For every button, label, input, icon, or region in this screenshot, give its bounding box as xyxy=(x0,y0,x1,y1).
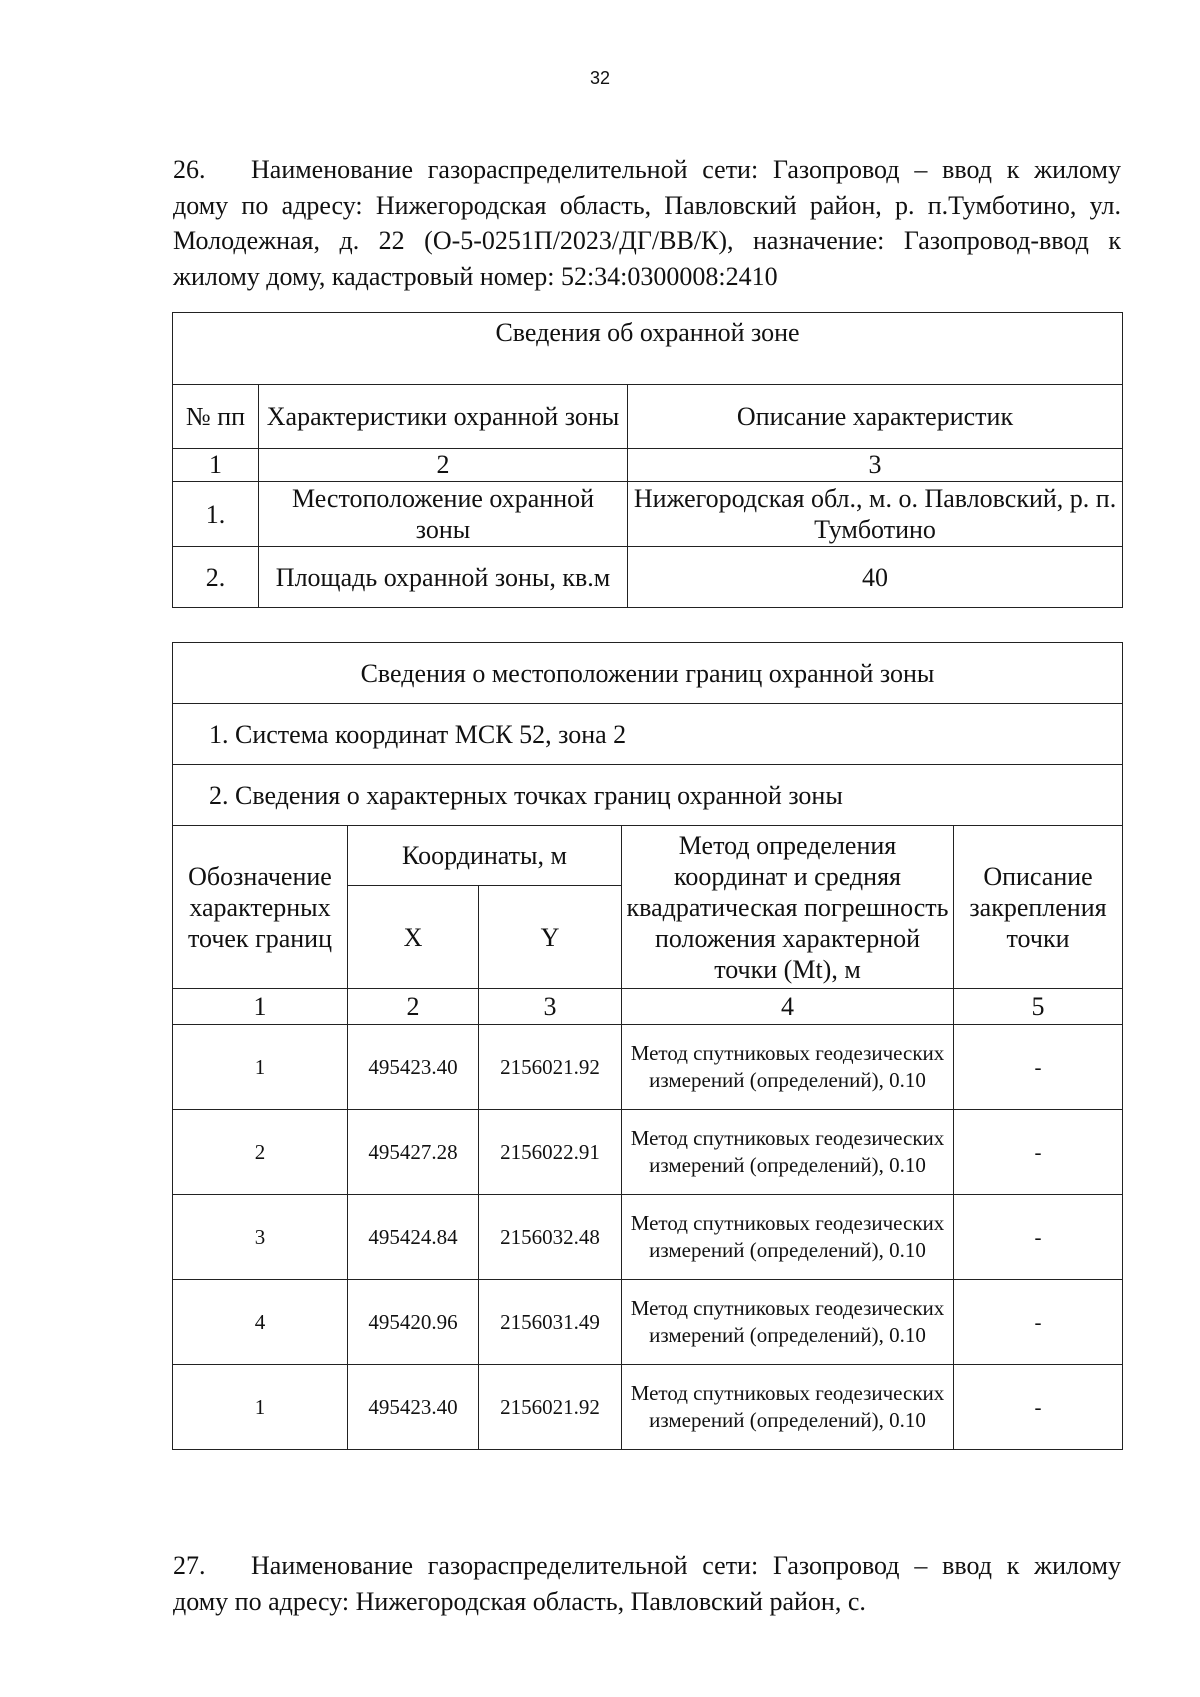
boundaries-table-title: Сведения о местоположении границ охранной зоны xyxy=(173,643,1123,704)
bounds-index-cell: 5 xyxy=(954,989,1123,1025)
point-method: Метод спутниковых геодезических измерений (определений), 0.10 xyxy=(622,1110,954,1195)
point-label: 2 xyxy=(173,1110,348,1195)
point-x: 495424.84 xyxy=(348,1195,479,1280)
point-fixing: - xyxy=(954,1110,1123,1195)
zone-row-characteristic: Площадь охранной зоны, кв.м xyxy=(259,547,628,608)
zone-header-description: Описание характеристик xyxy=(628,385,1123,449)
point-fixing: - xyxy=(954,1365,1123,1450)
point-x: 495423.40 xyxy=(348,1365,479,1450)
table-row xyxy=(173,1280,1123,1365)
point-y: 2156032.48 xyxy=(479,1195,622,1280)
item-26-paragraph xyxy=(173,152,1121,294)
zone-row-number: 1. xyxy=(173,482,259,547)
zone-index-cell: 1 xyxy=(173,449,259,482)
zone-boundaries-table xyxy=(172,642,1123,1450)
zone-table-caption: Сведения об охранной зоне xyxy=(173,313,1123,385)
bounds-index-cell: 2 xyxy=(348,989,479,1025)
item-27-text: Наименование газораспределительной сети: Газопровод – ввод к жилому дому по адресу: Нижегородская область, Павловский район, с. xyxy=(173,1551,1121,1616)
table-row xyxy=(173,1110,1123,1195)
zone-header-characteristics: Характеристики охранной зоны xyxy=(259,385,628,449)
point-x: 495427.28 xyxy=(348,1110,479,1195)
zone-row-characteristic: Местоположение охранной зоны xyxy=(259,482,628,547)
point-fixing: - xyxy=(954,1195,1123,1280)
header-y: Y xyxy=(479,886,622,989)
zone-row-value: 40 xyxy=(628,547,1123,608)
point-y: 2156022.91 xyxy=(479,1110,622,1195)
table-row xyxy=(173,482,1123,547)
protection-zone-table xyxy=(172,312,1123,608)
point-y: 2156021.92 xyxy=(479,1025,622,1110)
zone-row-number: 2. xyxy=(173,547,259,608)
bounds-index-cell: 1 xyxy=(173,989,348,1025)
point-x: 495420.96 xyxy=(348,1280,479,1365)
zone-index-cell: 3 xyxy=(628,449,1123,482)
zone-header-number: № пп xyxy=(173,385,259,449)
coordinate-system: 1. Система координат МСК 52, зона 2 xyxy=(173,704,1123,765)
header-coordinates: Координаты, м xyxy=(348,826,622,886)
table-row xyxy=(173,547,1123,608)
table-row xyxy=(173,1195,1123,1280)
item-26-text: Наименование газораспределительной сети: Газопровод – ввод к жилому дому по адресу: Нижегородская область, Павловский район, р. п.Тумботино, ул. Молодежная, д. 22 (О-5-0251П/2023/ДГ/ВВ/К), назначение: Газопровод-ввод к жилому дому, кадастровый номер: 52:34:0300008:2410 xyxy=(173,155,1121,291)
point-y: 2156031.49 xyxy=(479,1280,622,1365)
header-method: Метод определения координат и средняя квадратическая погрешность положения характерной точки (Mt), м xyxy=(622,826,954,989)
item-27-number: 27. xyxy=(173,1551,206,1580)
point-fixing: - xyxy=(954,1280,1123,1365)
point-label: 1 xyxy=(173,1025,348,1110)
item-26-number: 26. xyxy=(173,155,206,184)
point-method: Метод спутниковых геодезических измерений (определений), 0.10 xyxy=(622,1365,954,1450)
point-method: Метод спутниковых геодезических измерений (определений), 0.10 xyxy=(622,1195,954,1280)
page-number: 32 xyxy=(589,68,611,88)
point-label: 4 xyxy=(173,1280,348,1365)
bounds-index-cell: 3 xyxy=(479,989,622,1025)
point-method: Метод спутниковых геодезических измерений (определений), 0.10 xyxy=(622,1025,954,1110)
point-x: 495423.40 xyxy=(348,1025,479,1110)
zone-row-value: Нижегородская обл., м. о. Павловский, р. п. Тумботино xyxy=(628,482,1123,547)
point-label: 3 xyxy=(173,1195,348,1280)
bounds-index-cell: 4 xyxy=(622,989,954,1025)
table-row xyxy=(173,1025,1123,1110)
point-label: 1 xyxy=(173,1365,348,1450)
header-point-label: Обозначение характерных точек границ xyxy=(173,826,348,989)
zone-index-cell: 2 xyxy=(259,449,628,482)
header-x: X xyxy=(348,886,479,989)
points-caption: 2. Сведения о характерных точках границ охранной зоны xyxy=(173,765,1123,826)
header-fixing: Описание закрепления точки xyxy=(954,826,1123,989)
point-y: 2156021.92 xyxy=(479,1365,622,1450)
point-method: Метод спутниковых геодезических измерений (определений), 0.10 xyxy=(622,1280,954,1365)
point-fixing: - xyxy=(954,1025,1123,1110)
table-row xyxy=(173,1365,1123,1450)
item-27-paragraph xyxy=(173,1548,1121,1619)
